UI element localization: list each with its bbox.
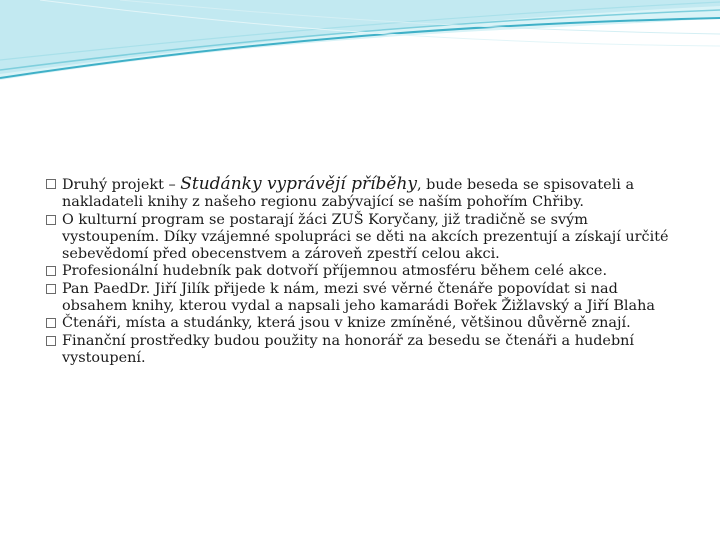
list-item <box>46 333 686 368</box>
list-item-text: Finanční prostředky budou použity na honorář za besedu se čtenáři a hudební vystoupení. <box>62 332 635 366</box>
list-item <box>46 212 686 264</box>
list-item-text: Čtenáři, místa a studánky, která jsou v knize zmíněné, většinou důvěrně znají. <box>62 315 631 332</box>
list-item-text <box>62 176 686 212</box>
bullet-box-icon <box>46 266 56 276</box>
list-item-text-tail: , bude beseda se spisovateli a nakladateli knihy z našeho regionu zabývající se naším pohořím Chřiby. <box>62 177 635 211</box>
list-item <box>46 263 686 280</box>
list-item <box>46 176 686 212</box>
list-item-text: Pan PaedDr. Jiří Jilík přijede k nám, mezi své věrné čtenáře popovídat si nad obsahem knihy, kterou vydal a napsali jeho kamarádi Bořek Žižlavský a Jiří Blaha <box>62 280 655 315</box>
project-title: Studánky vyprávějí příběhy <box>180 174 418 194</box>
list-item-text: Profesionální hudebník pak dotvoří příjemnou atmosféru během celé akce. <box>62 263 608 280</box>
list-item <box>46 281 686 316</box>
header-wave-decoration <box>0 0 720 120</box>
list-item <box>46 315 686 332</box>
list-item-text: O kulturní program se postarají žáci ZUŠ Koryčany, již tradičně se svým vystoupením. Díky vzájemné spolupráci se děti na akcích prezentují a získají určité sebevědomí před obecenstvem a zároveň zpestří celou akci. <box>62 211 669 263</box>
bullet-box-icon <box>46 215 56 225</box>
list-item-text-lead: Druhý projekt – <box>62 177 181 193</box>
bullet-list <box>46 176 686 367</box>
bullet-box-icon <box>46 284 56 294</box>
bullet-box-icon <box>46 336 56 346</box>
bullet-box-icon <box>46 318 56 328</box>
bullet-box-icon <box>46 179 56 189</box>
